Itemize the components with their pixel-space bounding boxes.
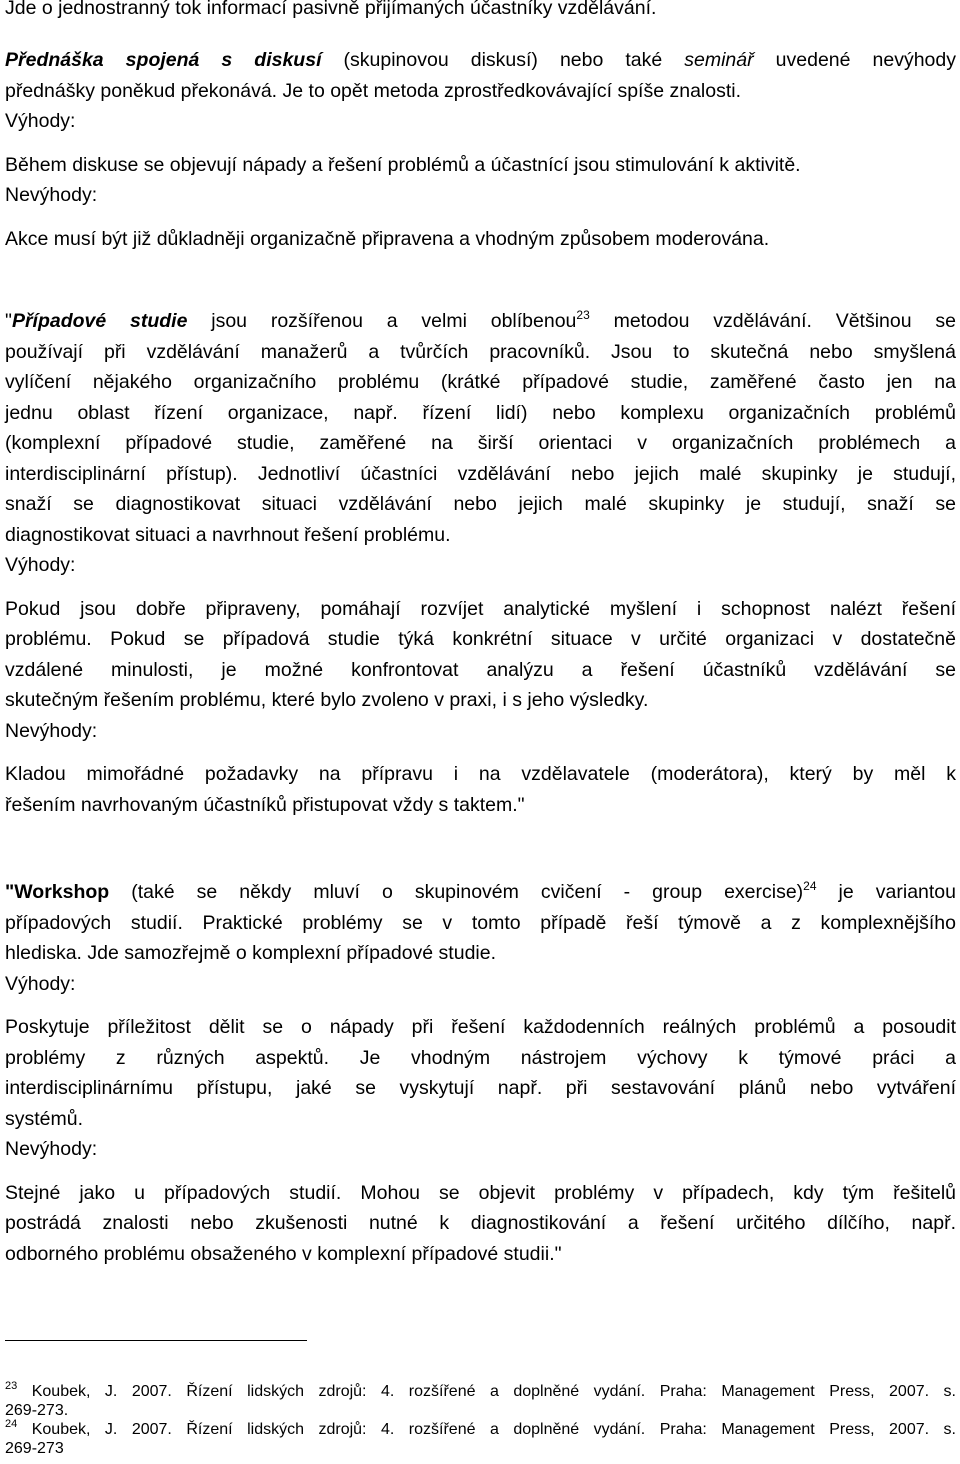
workshop-dis-line-2: postrádá znalosti nebo zkušenosti nutné k diagnostikování a řešení určitého dílčího, např.: [5, 1212, 956, 1234]
case-line-3: vylíčení nějakého organizačního problému (krátké případové studie, zaměřené často jen na: [5, 371, 956, 393]
case-line-1: [5, 306, 956, 337]
footnote-24-cont: 269-273: [5, 1440, 64, 1457]
case-dis-line-1: Kladou mimořádné požadavky na přípravu i na vzdělavatele (moderátora), který by měl k: [5, 763, 956, 785]
disadvantages-label: Nevýhody:: [5, 1138, 98, 1160]
lecture-line-1: [5, 45, 956, 76]
workshop-title: "Workshop: [5, 881, 110, 903]
lecture-title: Přednáška spojená s diskusí: [5, 49, 322, 71]
case-adv-line-1: Pokud jsou dobře připraveny, pomáhají rozvíjet analytické myšlení i schopnost nalézt řešení: [5, 597, 956, 620]
workshop-adv-line-4: systémů.: [5, 1107, 84, 1130]
workshop-dis-line-1: Stejné jako u případových studií. Mohou se objevit problémy v případech, kdy tým řešitelů: [5, 1181, 956, 1204]
case-text: jsou rozšířenou a velmi oblíbenou: [187, 310, 577, 332]
intro-text: Jde o jednostranný tok informací pasivně přijímaných účastníky vzdělávání.: [5, 0, 657, 19]
footnote-number: 23: [5, 1380, 18, 1392]
case-line-5: (komplexní případové studie, zaměřené na širší orientaci v organizačních problémech a: [5, 432, 956, 454]
workshop-adv-line-1: Poskytuje příležitost dělit se o nápady při řešení každodenních reálných problémů a posoudit: [5, 1016, 956, 1038]
case-line-8: diagnostikovat situaci a navrhnout řešení problému.: [5, 523, 451, 546]
advantages-label: Výhody:: [5, 972, 76, 995]
workshop-adv-line-2: problémy z různých aspektů. Je vhodným nástrojem výchovy k týmové práci a: [5, 1046, 956, 1069]
footnote-ref-23[interactable]: 23: [576, 308, 590, 322]
case-adv-line-4: skutečným řešením problému, které bylo zvoleno v praxi, i s jeho výsledky.: [5, 689, 649, 711]
case-adv-line-2: problému. Pokud se případová studie týká konkrétní situace v určité organizaci v dostatečně: [5, 628, 956, 650]
workshop-line-1: [5, 877, 956, 908]
case-dis-line-2: řešením navrhovaným účastníků přistupovat vždy s taktem.": [5, 793, 525, 816]
section-workshop: [5, 877, 956, 1269]
case-line-6: interdisciplinární přístup). Jednotliví účastníci vzdělávání nebo jejich malé skupinky je studují,: [5, 462, 956, 485]
disadvantages-text: Akce musí být již důkladněji organizačně připravena a vhodným způsobem moderována.: [5, 227, 770, 250]
footnote-separator: [5, 1340, 307, 1341]
disadvantages-label: Nevýhody:: [5, 719, 98, 742]
footnote-23-cont: 269-273.: [5, 1402, 69, 1419]
footnote-text: Koubek, J. 2007. Řízení lidských zdrojů: 4. rozšířené a doplněné vydání. Praha: Management Press, 2007. s.: [17, 1383, 956, 1400]
footnote-24: [5, 1420, 956, 1439]
case-title: Případové studie: [11, 310, 188, 332]
quote-mark: ": [5, 310, 12, 332]
workshop-text: je variantou: [816, 881, 956, 903]
case-line-7: snaží se diagnostikovat situaci vzdělávání nebo jejich malé skupinky je studují, snaží se: [5, 493, 956, 515]
advantages-label: Výhody:: [5, 110, 76, 132]
footnote-text: Koubek, J. 2007. Řízení lidských zdrojů: 4. rozšířené a doplněné vydání. Praha: Management Press, 2007. s.: [17, 1421, 956, 1438]
lecture-text: uvedené nevýhody: [753, 49, 956, 71]
case-text: metodou vzdělávání. Většinou se: [589, 310, 956, 332]
case-line-4: jednu oblast řízení organizace, např. řízení lidí) nebo komplexu organizačních problémů: [5, 401, 956, 424]
workshop-text: (také se někdy mluví o skupinovém cvičení - group exercise): [109, 881, 804, 903]
section-case-studies: [5, 306, 956, 820]
section-lecture-discussion: [5, 45, 956, 254]
advantages-text: Během diskuse se objevují nápady a řešení problémů a účastnící jsou stimulování k aktivitě.: [5, 153, 801, 176]
footnote-number: 24: [5, 1418, 18, 1430]
workshop-adv-line-3: interdisciplinárnímu přístupu, jaké se vyskytují např. při sestavování plánů nebo vytváření: [5, 1077, 956, 1099]
footnote-23: [5, 1382, 956, 1401]
lecture-text: (skupinovou diskusí) nebo také: [321, 49, 685, 71]
footnote-ref-24[interactable]: 24: [803, 879, 817, 893]
seminar-term: seminář: [684, 49, 754, 71]
footnotes: [5, 1382, 956, 1458]
workshop-line-2: případových studií. Praktické problémy se v tomto případě řeší týmově a z komplexnějšího: [5, 911, 956, 934]
workshop-line-3: hlediska. Jde samozřejmě o komplexní případové studie.: [5, 942, 497, 964]
advantages-label: Výhody:: [5, 554, 76, 576]
case-adv-line-3: vzdálené minulosti, je možné konfrontovat analýzu a řešení účastníků vzdělávání se: [5, 658, 956, 681]
case-line-2: používají při vzdělávání manažerů a tvůrčích pracovníků. Jsou to skutečná nebo smyšlená: [5, 340, 956, 363]
workshop-dis-line-3: odborného problému obsaženého v komplexní případové studii.": [5, 1242, 562, 1265]
disadvantages-label: Nevýhody:: [5, 184, 98, 206]
intro-line: [5, 0, 656, 24]
lecture-line-2: přednášky poněkud překonává. Je to opět metoda zprostředkovávající spíše znalosti.: [5, 79, 742, 102]
